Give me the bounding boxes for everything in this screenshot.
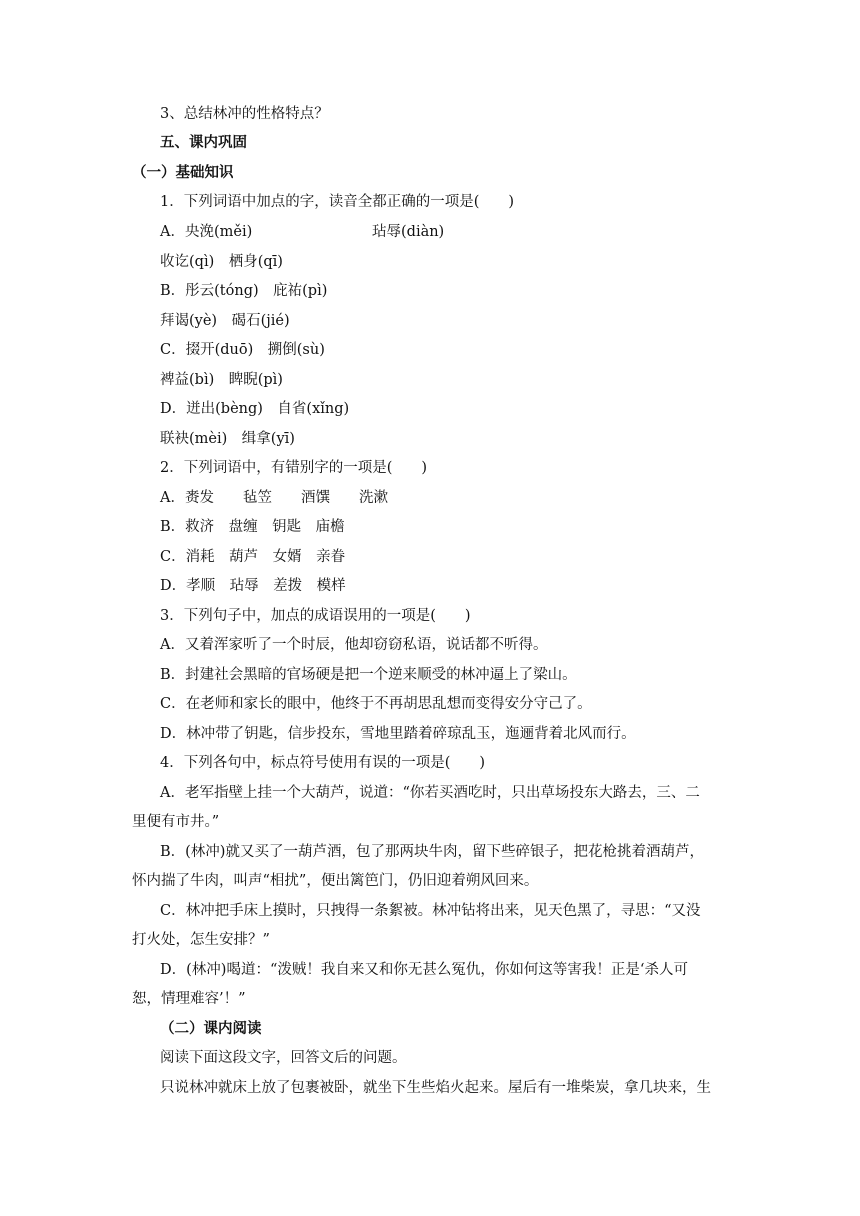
q2-option-d: D．孝顺 玷辱 差拨 模样 [160, 578, 346, 594]
q4-option-b-1: B．(林冲)就又买了一葫芦酒，包了那两块牛肉，留下些碎银子，把花枪挑着酒葫芦， [160, 844, 704, 860]
section-heading-5: 五、课内巩固 [160, 134, 247, 151]
q2-option-c: C．消耗 葫芦 女婿 亲眷 [160, 549, 346, 565]
q4-option-c-2: 打火处，怎生安排？” [132, 932, 270, 948]
q1-stem: 1．下列词语中加点的字，读音全都正确的一项是( ) [160, 194, 515, 210]
reading-instruction: 阅读下面这段文字，回答文后的问题。 [160, 1050, 407, 1066]
q2-stem: 2．下列词语中，有错别字的一项是( ) [160, 460, 428, 476]
q1-option-b-1: B．彤云(tóng) 庇祐(pì) [160, 283, 328, 299]
reading-passage-line-1: 只说林冲就床上放了包裹被卧，就坐下生些焰火起来。屋后有一堆柴炭，拿几块来，生 [160, 1080, 711, 1096]
question-3-summary: 3、总结林冲的性格特点？ [160, 106, 329, 122]
subsection-heading-basic: （一）基础知识 [132, 164, 234, 181]
q4-option-c-1: C．林冲把手床上摸时，只拽得一条絮被。林冲钻将出来，见天色黑了，寻思：“又没 [160, 903, 701, 919]
q3-option-c: C．在老师和家长的眼中，他终于不再胡思乱想而变得安分守己了。 [160, 696, 592, 712]
q1-option-c-2: 裨益(bì) 睥睨(pì) [160, 372, 283, 388]
q1-option-d-2: 联袂(mèi) 缉拿(yī) [160, 431, 295, 447]
q3-option-b: B．封建社会黑暗的官场硬是把一个逆来顺受的林冲逼上了梁山。 [160, 667, 577, 683]
q4-option-a-1: A．老军指壁上挂一个大葫芦，说道：“你若买酒吃时，只出草场投东大路去，三、二 [160, 785, 700, 801]
q4-option-d-1: D．(林冲)喝道：“泼贼！我自来又和你无甚么冤仇，你如何这等害我！正是‘杀人可 [160, 962, 688, 978]
q1-option-b-2: 拜谒(yè) 碣石(jié) [160, 313, 290, 329]
q3-option-a: A．又着浑家听了一个时辰，他却窃窃私语，说话都不听得。 [160, 637, 548, 653]
q4-stem: 4．下列各句中，标点符号使用有误的一项是( ) [160, 755, 486, 771]
q4-option-b-2: 怀内揣了牛肉，叫声“相扰”，便出篱笆门，仍旧迎着朔风回来。 [132, 873, 539, 889]
q2-option-b: B．救济 盘缠 钥匙 庙檐 [160, 519, 345, 535]
q4-option-a-2: 里便有市井。” [132, 814, 220, 830]
subsection-heading-reading: （二）课内阅读 [160, 1020, 262, 1037]
q1-option-c-1: C．掇开(duō) 搠倒(sù) [160, 342, 325, 358]
q1-option-a-2: 玷辱(diàn) [372, 224, 445, 240]
q1-option-d-1: D．迸出(bèng) 自省(xǐng) [160, 401, 350, 417]
q3-stem: 3．下列句子中，加点的成语误用的一项是( ) [160, 608, 471, 624]
q1-option-a-1: A．央浼(měi) [160, 224, 253, 240]
q3-option-d: D．林冲带了钥匙，信步投东，雪地里踏着碎琼乱玉，迤逦背着北风而行。 [160, 726, 636, 742]
q1-option-a-3: 收讫(qì) 栖身(qī) [160, 254, 283, 270]
q2-option-a: A．赉发 毡笠 酒馔 洗漱 [160, 490, 388, 506]
q4-option-d-2: 恕，情理难容’！” [132, 991, 246, 1007]
